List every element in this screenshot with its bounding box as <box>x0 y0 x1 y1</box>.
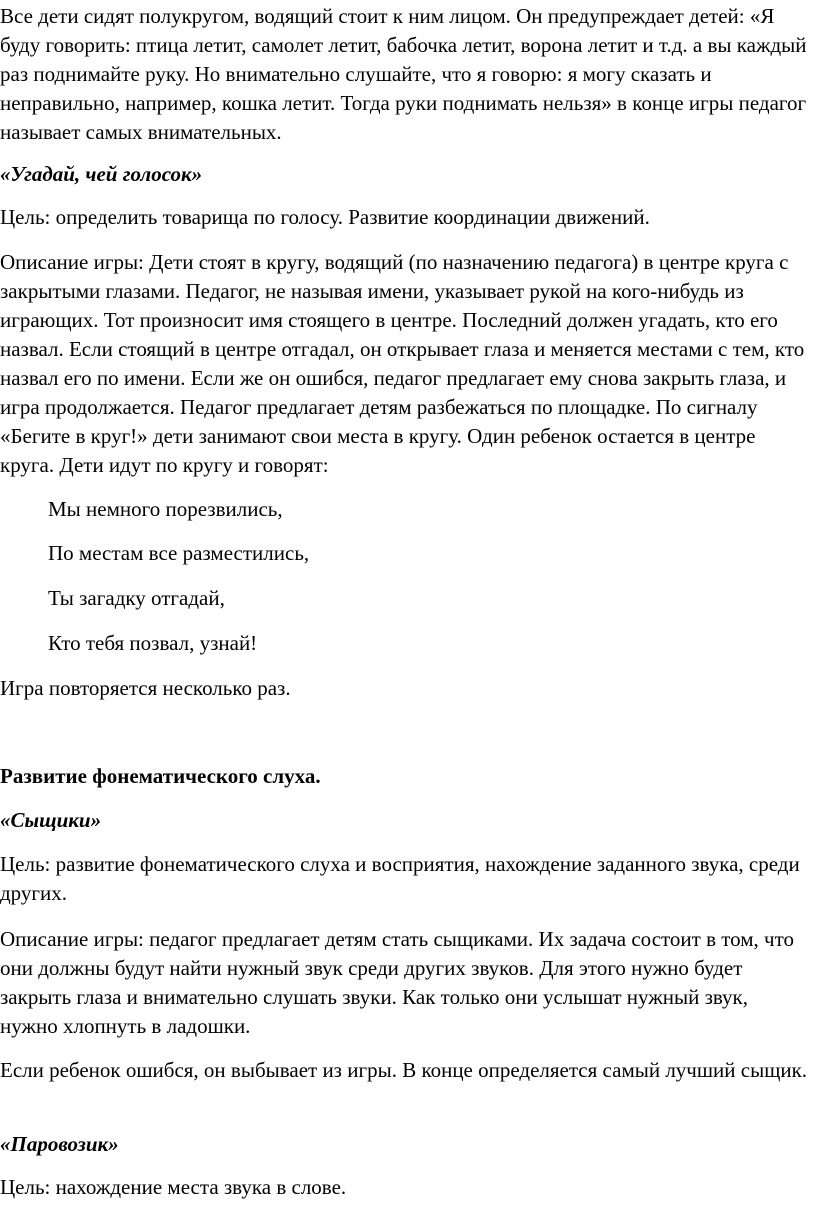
game-title-guess-voice: «Угадай, чей голосок» <box>0 162 203 186</box>
game-goal-guess-voice: Цель: определить товарища по голосу. Развитие координации движений. <box>0 205 650 229</box>
verse-line: Мы немного порезвились, <box>48 497 283 521</box>
game-end-detectives: Если ребенок ошибся, он выбывает из игры. В конце определяется самый лучший сыщик. <box>0 1058 808 1082</box>
verse-line: Кто тебя позвал, узнай! <box>48 631 258 655</box>
game-goal-detectives: Цель: развитие фонематического слуха и восприятия, нахождение заданного звука, среди других. <box>0 852 800 905</box>
verse-line: Ты загадку отгадай, <box>48 586 225 610</box>
game-description-guess-voice: Описание игры: Дети стоят в кругу, водящий (по назначению педагога) в центре круга с закрытыми глазами. Педагог, не называя имени, указывает рукой на кого-нибудь из играющих. Тот произносит имя стоящего в центре. Последний должен угадать, кто его назвал. Если стоящий в центре отгадал, он открывает глаза и меняется местами с тем, кто назвал его по имени. Если же он ошибся, педагог предлагает ему снова закрыть глаза, и игра продолжается. Педагог предлагает детям разбежаться по площадке. По сигналу «Бегите в круг!» дети занимают свои места в кругу. Один ребенок остается в центре круга. Дети идут по кругу и говорят: <box>0 250 805 477</box>
game-title-locomotive: «Паровозик» <box>0 1132 119 1156</box>
verse-line: По местам все разместились, <box>48 541 310 565</box>
game-goal-locomotive: Цель: нахождение места звука в слове. <box>0 1175 347 1199</box>
game-end-guess-voice: Игра повторяется несколько раз. <box>0 676 291 700</box>
game-description-detectives: Описание игры: педагог предлагает детям стать сыщиками. Их задача состоит в том, что они должны будут найти нужный звук среди других звуков. Для этого нужно будет закрыть глаза и внимательно слушать звуки. Как только они услышат нужный звук, нужно хлопнуть в ладошки. <box>0 927 795 1038</box>
game-title-detectives: «Сыщики» <box>0 808 102 832</box>
section-title-phonemic-hearing: Развитие фонематического слуха. <box>0 764 321 788</box>
intro-paragraph: Все дети сидят полукругом, водящий стоит к ним лицом. Он предупреждает детей: «Я буду говорить: птица летит, самолет летит, бабочка летит, ворона летит и т.д. а вы каждый раз поднимайте руку. Но внимательно слушайте, что я говорю: я могу сказать и неправильно, например, кошка летит. Тогда руки поднимать нельзя» в конце игры педагог называет самых внимательных. <box>0 4 807 144</box>
